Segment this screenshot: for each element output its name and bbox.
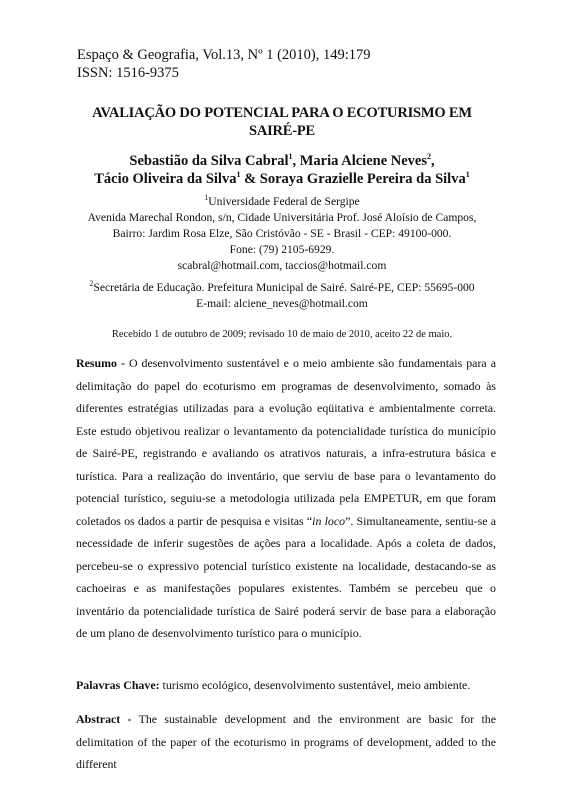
author-name: Soraya Grazielle Pereira da Silva [259, 171, 466, 187]
affiliation-marker: 1 [288, 152, 293, 162]
journal-citation: Espaço & Geografia, Vol.13, Nº 1 (2010), 149:179 [77, 47, 371, 63]
affiliation-name [40, 280, 524, 296]
affiliation-address: Bairro: Jardim Rosa Elze, São Cristóvão - SE - Brasil - CEP: 49100-000. [112, 227, 452, 240]
authors-line-1 [40, 152, 524, 170]
keywords-text: turismo ecológico, desenvolvimento sustentável, meio ambiente. [159, 678, 471, 692]
affiliation-name [40, 194, 524, 210]
affiliation-marker: 2 [427, 152, 431, 162]
title-line-1: AVALIAÇÃO DO POTENCIAL PARA O ECOTURISMO EM [92, 105, 472, 121]
affiliation-address: Avenida Marechal Rondon, s/n, Cidade Universitária Prof. José Aloísio de Campos, [87, 211, 477, 224]
abstract-text: The sustainable development and the environment are basic for the delimitation of the paper of the ecoturismo in programs of development, added to the different [76, 712, 496, 771]
abstract-paragraph [76, 708, 496, 776]
resumo-paragraph [76, 352, 496, 645]
author-list [40, 152, 524, 188]
author-name: Maria Alciene Neves [299, 153, 427, 169]
affiliation-email: E-mail: alciene_neves@hotmail.com [196, 297, 368, 310]
title-line-2: SAIRÉ-PE [248, 123, 316, 139]
affiliation-phone: Fone: (79) 2105-6929. [229, 243, 335, 256]
affiliation-2 [40, 280, 524, 312]
affiliation-1 [40, 194, 524, 274]
affiliation-institution: Universidade Federal de Sergipe [208, 195, 360, 208]
author-separator: , [292, 153, 300, 169]
author-separator: & [240, 171, 260, 187]
affiliation-marker: 1 [465, 170, 470, 180]
affiliation-email: scabral@hotmail.com, taccios@hotmail.com [177, 259, 387, 272]
received-dates: Recebido 1 de outubro de 2009; revisado 10 de maio de 2010, aceito 22 de maio. [111, 329, 453, 340]
keywords-label: Palavras Chave: [76, 678, 160, 692]
authors-line-2 [40, 170, 524, 188]
resumo-label: Resumo - [76, 356, 125, 370]
resumo-text-continued: ”. Simultaneamente, sentiu-se a necessidade de inferir sugestões de ações para a localidade. Após a coleta de dados, percebeu-se o expressivo potencial turístico existente na localidade, destacando-se as cachoeiras e as manifestações populares existentes. Também se percebeu que o inventário da potencialidade turística de Sairé poderá servir de base para a elaboração de um plano de desenvolvimento turístico para o município. [76, 513, 496, 640]
affiliation-marker: 1 [236, 170, 241, 180]
resumo-italic-term: in loco [312, 513, 346, 528]
affiliation-marker: 1 [204, 193, 209, 203]
article-title [60, 104, 504, 140]
issn: ISSN: 1516-9375 [77, 65, 179, 81]
affiliation-institution: Secretária de Educação. Prefeitura Municipal de Sairé. Sairé-PE, CEP: 55695-000 [93, 281, 475, 294]
author-name: Tácio Oliveira da Silva [94, 171, 237, 187]
journal-header [77, 46, 371, 82]
resumo-text: O desenvolvimento sustentável e o meio ambiente são fundamentais para a delimitação do papel do ecoturismo em programas de desenvolvimento, somado às diferentes estratégias utilizadas para a evolução eqüitativa e ambientalmente correta. Este estudo objetivou realizar o levantamento da potencialidade turística do município de Sairé-PE, registrando e avaliando os atrativos naturais, a infra-estrutura básica e turística. Para a realização do inventário, que serviu de base para o levantamento do potencial turístico, seguiu-se a metodologia utilizada pela EMPETUR, em que foram coletados os dados a partir de pesquisa e visitas “ [76, 356, 496, 528]
keywords-paragraph [76, 674, 496, 697]
author-name: Sebastião da Silva Cabral [129, 153, 289, 169]
affiliation-marker: 2 [89, 279, 94, 289]
author-separator: , [431, 153, 435, 169]
abstract-label: Abstract - [76, 712, 132, 726]
